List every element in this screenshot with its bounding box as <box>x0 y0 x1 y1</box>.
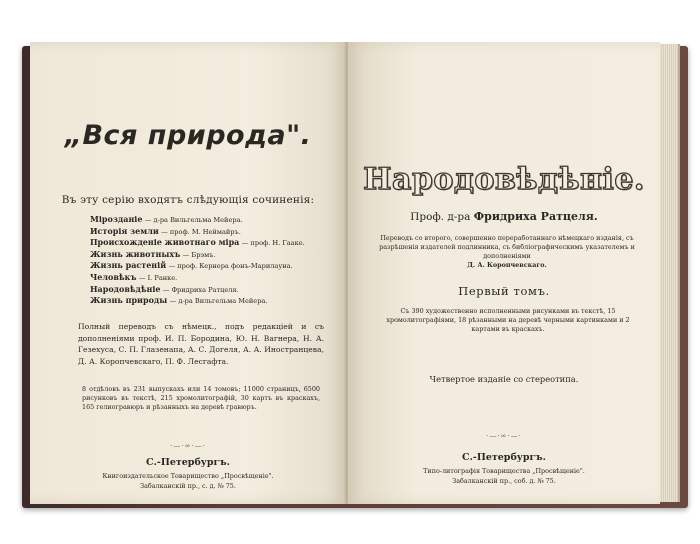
work-title: Происхожденіе животнаго міра <box>90 237 240 248</box>
work-title: Народовѣдѣніе <box>90 283 161 294</box>
right-page <box>348 42 660 504</box>
work-title: Человѣкъ <box>90 271 137 282</box>
translation-note: Полный переводъ съ нѣмецк., подъ редакціей и съ дополненіями проф. И. П. Бородина, Ю. Н. Вагнера, Н. А. Гезехуса, С. П. Глазенапа, А. С. Догеля, А. А. Иностранцева, Д. А. Коропчевскаго, П. Ф. Лесгафта. <box>78 322 324 366</box>
work-author: — Брэмъ. <box>182 250 216 259</box>
work-author: — проф. Н. Гааке. <box>241 239 305 248</box>
translator-name: Д. А. Коропчевскаго. <box>467 261 547 269</box>
list-item <box>90 260 326 272</box>
author-name: Фридриха Ратцеля. <box>473 210 598 223</box>
ornament-divider: ·—·∞·—· <box>486 432 522 440</box>
list-item <box>90 284 326 296</box>
work-author: — д-ра Вильгельма Мейера. <box>169 297 268 306</box>
works-list <box>90 214 326 307</box>
work-author: — Фридриха Ратцеля. <box>162 285 239 294</box>
list-item <box>90 249 326 261</box>
book-title: Народовѣдѣніе. <box>363 162 645 197</box>
publisher-address: Забалканскій пр., с. д. № 75. <box>140 482 236 490</box>
work-title: Жизнь животныхъ <box>90 248 181 259</box>
work-title: Исторія земли <box>90 225 159 236</box>
list-item <box>90 295 326 307</box>
edition-note: Четвертое изданіе со стереотипа. <box>429 374 579 384</box>
list-item <box>90 226 326 238</box>
work-author: — І. Ранке. <box>138 273 178 282</box>
series-intro: Въ эту серію входятъ слѣдующія сочиненія: <box>61 194 315 206</box>
work-author: — проф. Кернера фонъ-Марилауна. <box>168 262 293 271</box>
work-author: — проф. М. Неймайръ. <box>161 227 241 236</box>
printer-name: Типо-литографія Товарищества „Просвѣщеніе". <box>423 467 585 475</box>
translation-text: Переводъ со второго, совершенно переработаннаго нѣмецкаго изданія, съ разрѣшенія издателей подлинника, съ библіографическимъ указателемъ и дополненіями <box>379 234 635 260</box>
publisher-city: С.-Петербургъ. <box>146 457 230 468</box>
work-author: — д-ра Вильгельма Мейера. <box>144 216 243 224</box>
author-prefix: Проф. д-ра <box>410 211 471 223</box>
ornament-divider: ·—·∞·—· <box>170 442 206 450</box>
publisher-city: С.-Петербургъ. <box>462 452 546 463</box>
series-title: „Вся природа". <box>64 120 312 151</box>
work-title: Жизнь природы <box>90 295 168 306</box>
work-title: Жизнь растеній <box>90 260 167 271</box>
edition-stats: 8 отдѣловъ въ 231 выпускахъ или 14 томовъ; 11000 страницъ, 6500 рисунковъ въ текстѣ, 215 хромолитографій, 30 картъ въ краскахъ, 165 гелиогравюръ и рѣзанныхъ на деревѣ гравюръ. <box>82 385 320 411</box>
publisher-name: Книгоиздательское Товарищество „Просвѣщеніе". <box>102 472 274 480</box>
volume-label: Первый томъ. <box>458 284 550 298</box>
printer-address: Забалканскій пр., соб. д. № 75. <box>452 477 556 485</box>
translation-note <box>376 234 638 270</box>
list-item <box>90 214 326 226</box>
left-page <box>30 42 346 504</box>
illustrations-note: Съ 390 художественно исполненными рисунками въ текстѣ, 15 хромолитографіями, 18 рѣзанными на деревѣ черными картинками и 2 картами въ краскахъ. <box>386 307 630 333</box>
book-author <box>348 210 660 223</box>
work-title: Мірозданіе <box>90 214 143 224</box>
page-edges <box>660 44 680 502</box>
list-item <box>90 272 326 284</box>
list-item <box>90 237 326 249</box>
